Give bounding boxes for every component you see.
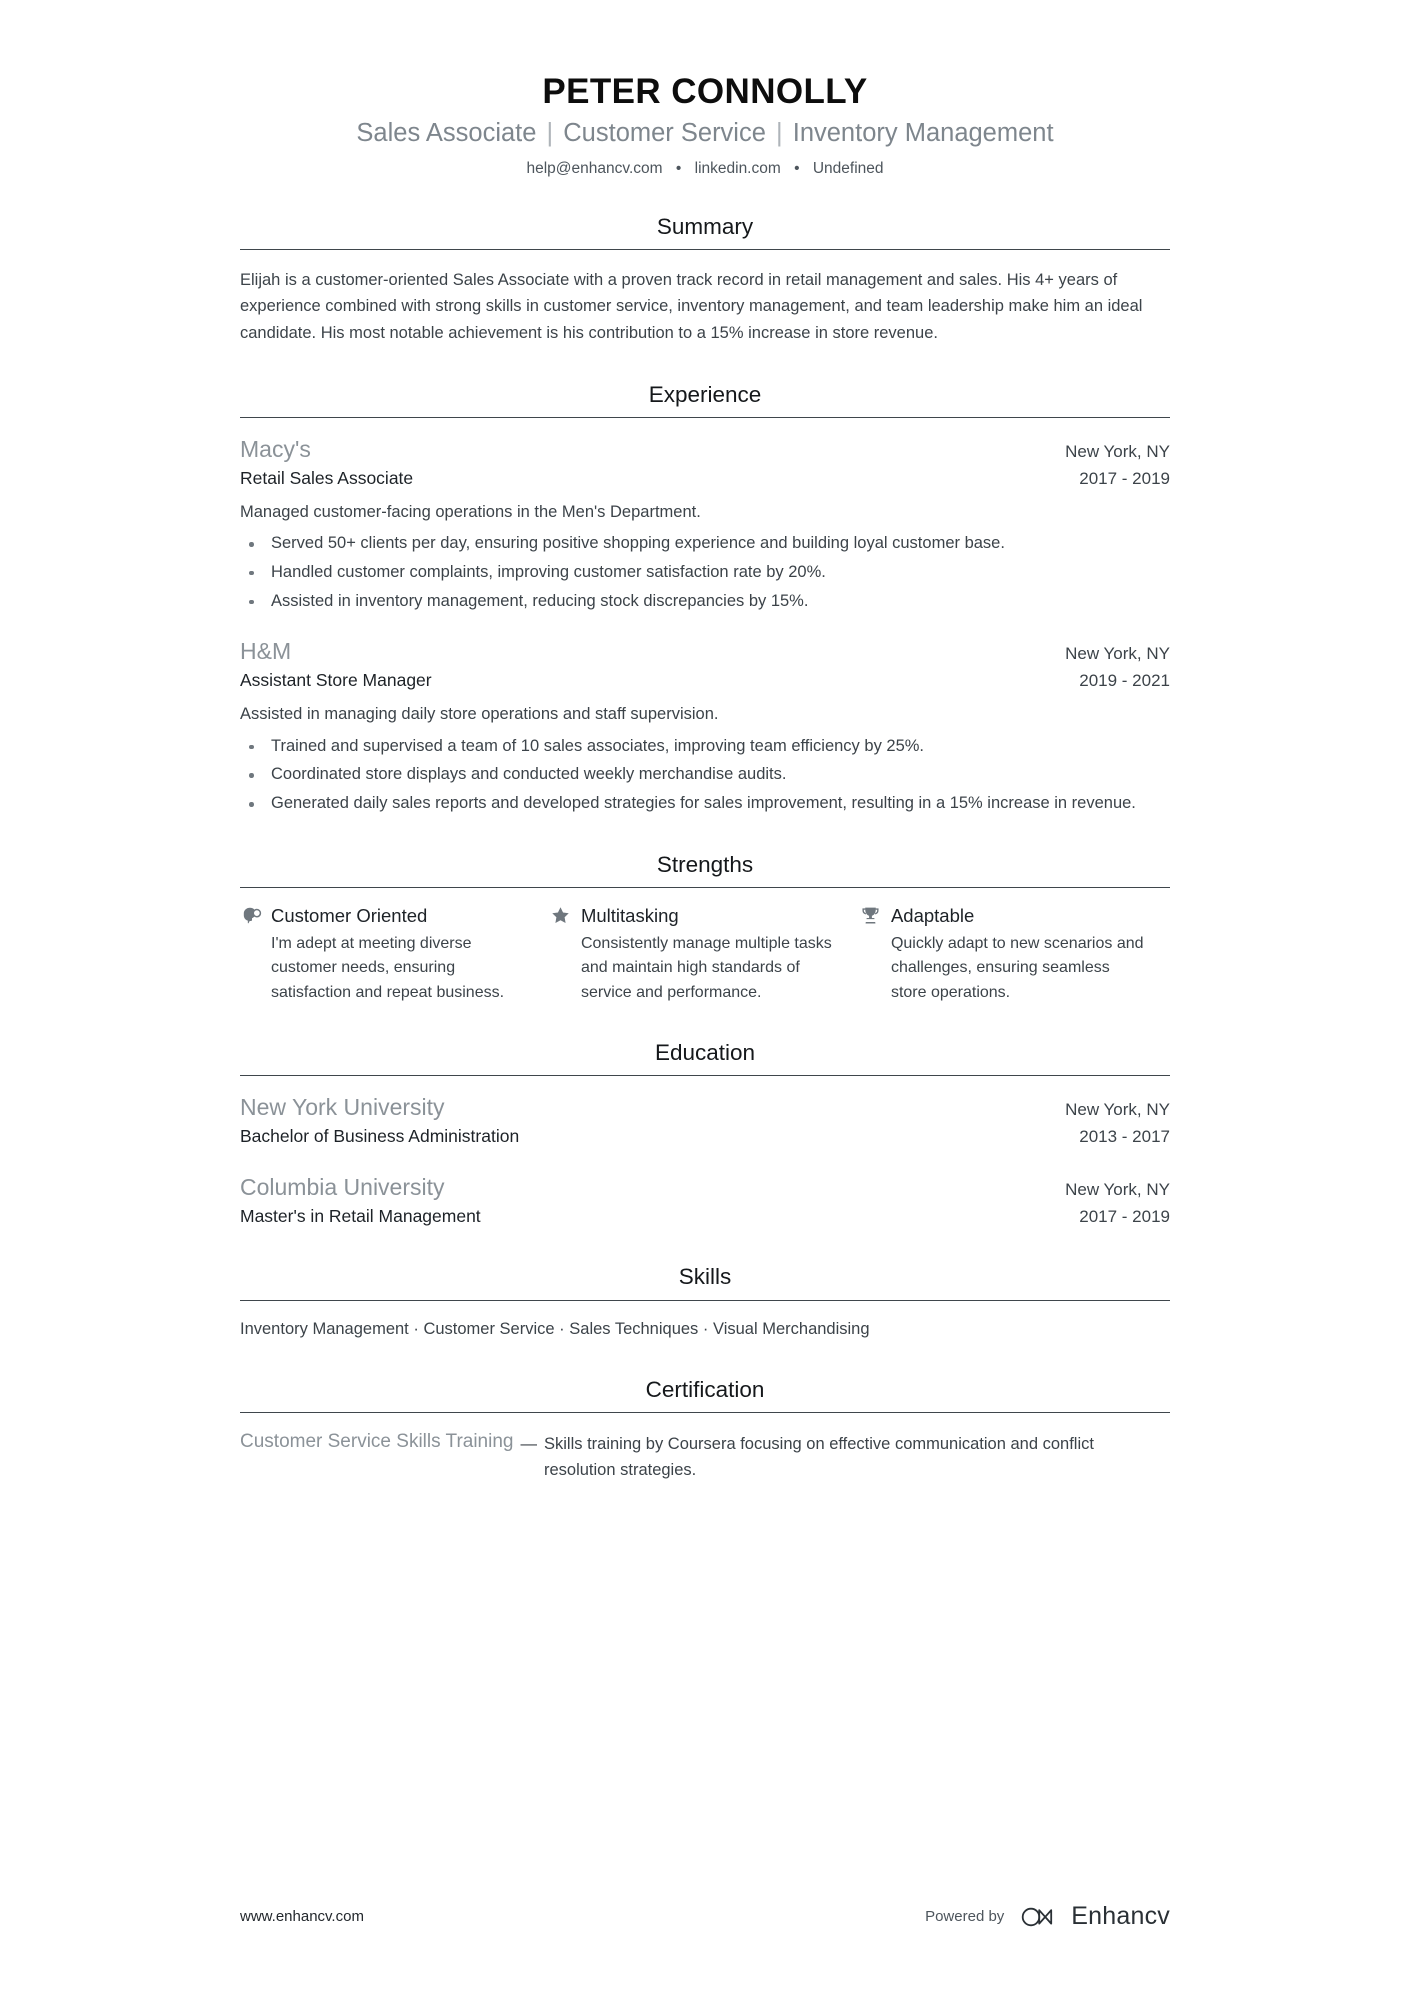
section-title-skills: Skills bbox=[678, 1264, 732, 1290]
headline-separator: | bbox=[776, 119, 783, 148]
enhancv-wordmark: Enhancv bbox=[1071, 1902, 1170, 1930]
experience-entry bbox=[240, 434, 1170, 614]
list-item: Trained and supervised a team of 10 sales associates, improving team efficiency by 25%. bbox=[240, 734, 1170, 760]
experience-entry-subheader bbox=[240, 668, 1170, 694]
strength-header bbox=[860, 904, 1144, 928]
section-divider bbox=[240, 887, 1170, 888]
list-item: Assisted in inventory management, reducing stock discrepancies by 15%. bbox=[240, 589, 1170, 615]
skill-item: Inventory Management bbox=[240, 1319, 409, 1338]
section-title-summary: Summary bbox=[656, 213, 754, 239]
skill-item: Sales Techniques bbox=[569, 1319, 699, 1338]
section-divider bbox=[240, 1075, 1170, 1076]
education-entry-subheader bbox=[240, 1204, 1170, 1230]
strength-description: Consistently manage multiple tasks and maintain high standards of service and performance. bbox=[580, 934, 832, 1001]
experience-dates: 2017 - 2019 bbox=[1079, 468, 1170, 488]
headline-part-2: Customer Service bbox=[563, 119, 766, 148]
experience-company: Macy's bbox=[240, 435, 311, 462]
experience-role: Retail Sales Associate bbox=[240, 467, 414, 488]
strength-item bbox=[550, 904, 860, 1005]
section-title-education: Education bbox=[654, 1039, 756, 1065]
certification-entry bbox=[240, 1429, 1170, 1483]
skills-separator: · bbox=[413, 1319, 419, 1338]
education-dates: 2017 - 2019 bbox=[1079, 1206, 1170, 1226]
list-item: Handled customer complaints, improving customer satisfaction rate by 20%. bbox=[240, 560, 1170, 586]
strength-description: Quickly adapt to new scenarios and challenges, ensuring seamless store operations. bbox=[890, 934, 1144, 1001]
contact-separator-icon: • bbox=[675, 159, 682, 177]
section-summary bbox=[240, 213, 1170, 347]
experience-location: New York, NY bbox=[1065, 441, 1170, 461]
skill-item: Customer Service bbox=[423, 1319, 555, 1338]
section-certification bbox=[240, 1376, 1170, 1483]
section-divider bbox=[240, 1300, 1170, 1301]
education-dates: 2013 - 2017 bbox=[1079, 1127, 1170, 1147]
contact-separator-icon: • bbox=[794, 159, 800, 177]
candidate-headline bbox=[240, 118, 1170, 149]
skill-item: Visual Merchandising bbox=[713, 1319, 870, 1338]
strength-title: Customer Oriented bbox=[271, 904, 428, 926]
experience-bullet-list bbox=[240, 734, 1170, 817]
skills-separator: · bbox=[702, 1319, 709, 1338]
headline-part-3: Inventory Management bbox=[792, 119, 1054, 148]
enhancv-logo bbox=[1018, 1902, 1170, 1931]
section-skills bbox=[240, 1263, 1170, 1342]
experience-location: New York, NY bbox=[1065, 644, 1170, 664]
contact-location: Undefined bbox=[812, 159, 884, 177]
lightbulb-head-icon bbox=[240, 905, 262, 927]
experience-description: Assisted in managing daily store operations and staff supervision. bbox=[240, 705, 719, 724]
headline-separator: | bbox=[546, 119, 554, 148]
education-location: New York, NY bbox=[1065, 1179, 1170, 1199]
footer-website-url[interactable]: www.enhancv.com bbox=[240, 1908, 364, 1925]
education-school: Columbia University bbox=[240, 1173, 445, 1200]
section-title-certification: Certification bbox=[645, 1377, 765, 1403]
certification-name: Customer Service Skills Training bbox=[240, 1431, 514, 1453]
headline-part-1: Sales Associate bbox=[356, 119, 537, 148]
list-item: Served 50+ clients per day, ensuring positive shopping experience and building loyal customer base. bbox=[240, 531, 1170, 557]
strength-item bbox=[860, 904, 1170, 1005]
trophy-icon bbox=[860, 905, 882, 927]
education-entry-subheader bbox=[240, 1124, 1170, 1150]
section-education bbox=[240, 1039, 1170, 1230]
education-entry-header bbox=[240, 1092, 1170, 1123]
resume-content bbox=[240, 0, 1170, 1483]
education-entry bbox=[240, 1172, 1170, 1230]
strength-description: I'm adept at meeting diverse customer needs, ensuring satisfaction and repeat business. bbox=[271, 934, 505, 1001]
experience-role: Assistant Store Manager bbox=[240, 670, 432, 691]
powered-by-label: Powered by bbox=[925, 1908, 1005, 1925]
skills-separator: · bbox=[559, 1319, 565, 1338]
contact-line bbox=[240, 159, 1170, 179]
summary-text: Elijah is a customer-oriented Sales Associate with a proven track record in retail management and sales. His 4+ years of experience combined with strong skills in customer service, inventory management, and team leadership make him an ideal candidate. His most notable achievement is his contribution to a 15% increase in store revenue. bbox=[240, 270, 1143, 343]
resume-header bbox=[240, 72, 1170, 179]
education-degree: Master's in Retail Management bbox=[240, 1205, 481, 1226]
certification-description: Skills training by Coursera focusing on effective communication and conflict resolution strategies. bbox=[543, 1435, 1094, 1479]
section-strengths bbox=[240, 851, 1170, 1005]
section-title-experience: Experience bbox=[648, 381, 762, 407]
section-divider bbox=[240, 1412, 1170, 1413]
section-divider bbox=[240, 417, 1170, 418]
strength-item bbox=[240, 904, 550, 1005]
education-location: New York, NY bbox=[1065, 1100, 1170, 1120]
candidate-name: PETER CONNOLLY bbox=[542, 72, 868, 111]
skills-list bbox=[240, 1317, 1170, 1343]
list-item: Generated daily sales reports and developed strategies for sales improvement, resulting in a 15% increase in revenue. bbox=[240, 791, 1170, 817]
strength-header bbox=[240, 904, 524, 928]
experience-description: Managed customer-facing operations in the Men's Department. bbox=[240, 502, 701, 521]
strength-title: Multitasking bbox=[580, 904, 679, 926]
section-experience bbox=[240, 381, 1170, 817]
section-divider bbox=[240, 249, 1170, 250]
experience-entry bbox=[240, 636, 1170, 816]
footer-branding bbox=[925, 1902, 1170, 1931]
experience-dates: 2019 - 2021 bbox=[1079, 671, 1170, 691]
experience-entry-header bbox=[240, 434, 1170, 465]
experience-entry-subheader bbox=[240, 466, 1170, 492]
contact-email[interactable]: help@enhancv.com bbox=[526, 159, 663, 177]
certification-dash: — bbox=[520, 1435, 537, 1454]
strength-title: Adaptable bbox=[890, 904, 975, 926]
strengths-grid bbox=[240, 904, 1170, 1005]
list-item: Coordinated store displays and conducted weekly merchandise audits. bbox=[240, 762, 1170, 788]
experience-entry-header bbox=[240, 636, 1170, 667]
education-entry bbox=[240, 1092, 1170, 1150]
enhancv-mark-icon bbox=[1018, 1904, 1062, 1930]
education-degree: Bachelor of Business Administration bbox=[240, 1126, 520, 1147]
education-school: New York University bbox=[240, 1094, 445, 1121]
strength-header bbox=[550, 904, 834, 928]
star-icon bbox=[550, 905, 572, 927]
education-entry-header bbox=[240, 1172, 1170, 1203]
experience-company: H&M bbox=[240, 638, 292, 665]
experience-bullet-list bbox=[240, 531, 1170, 614]
page-footer bbox=[240, 1902, 1170, 1931]
section-title-strengths: Strengths bbox=[656, 851, 754, 877]
contact-linkedin[interactable]: linkedin.com bbox=[694, 159, 781, 177]
